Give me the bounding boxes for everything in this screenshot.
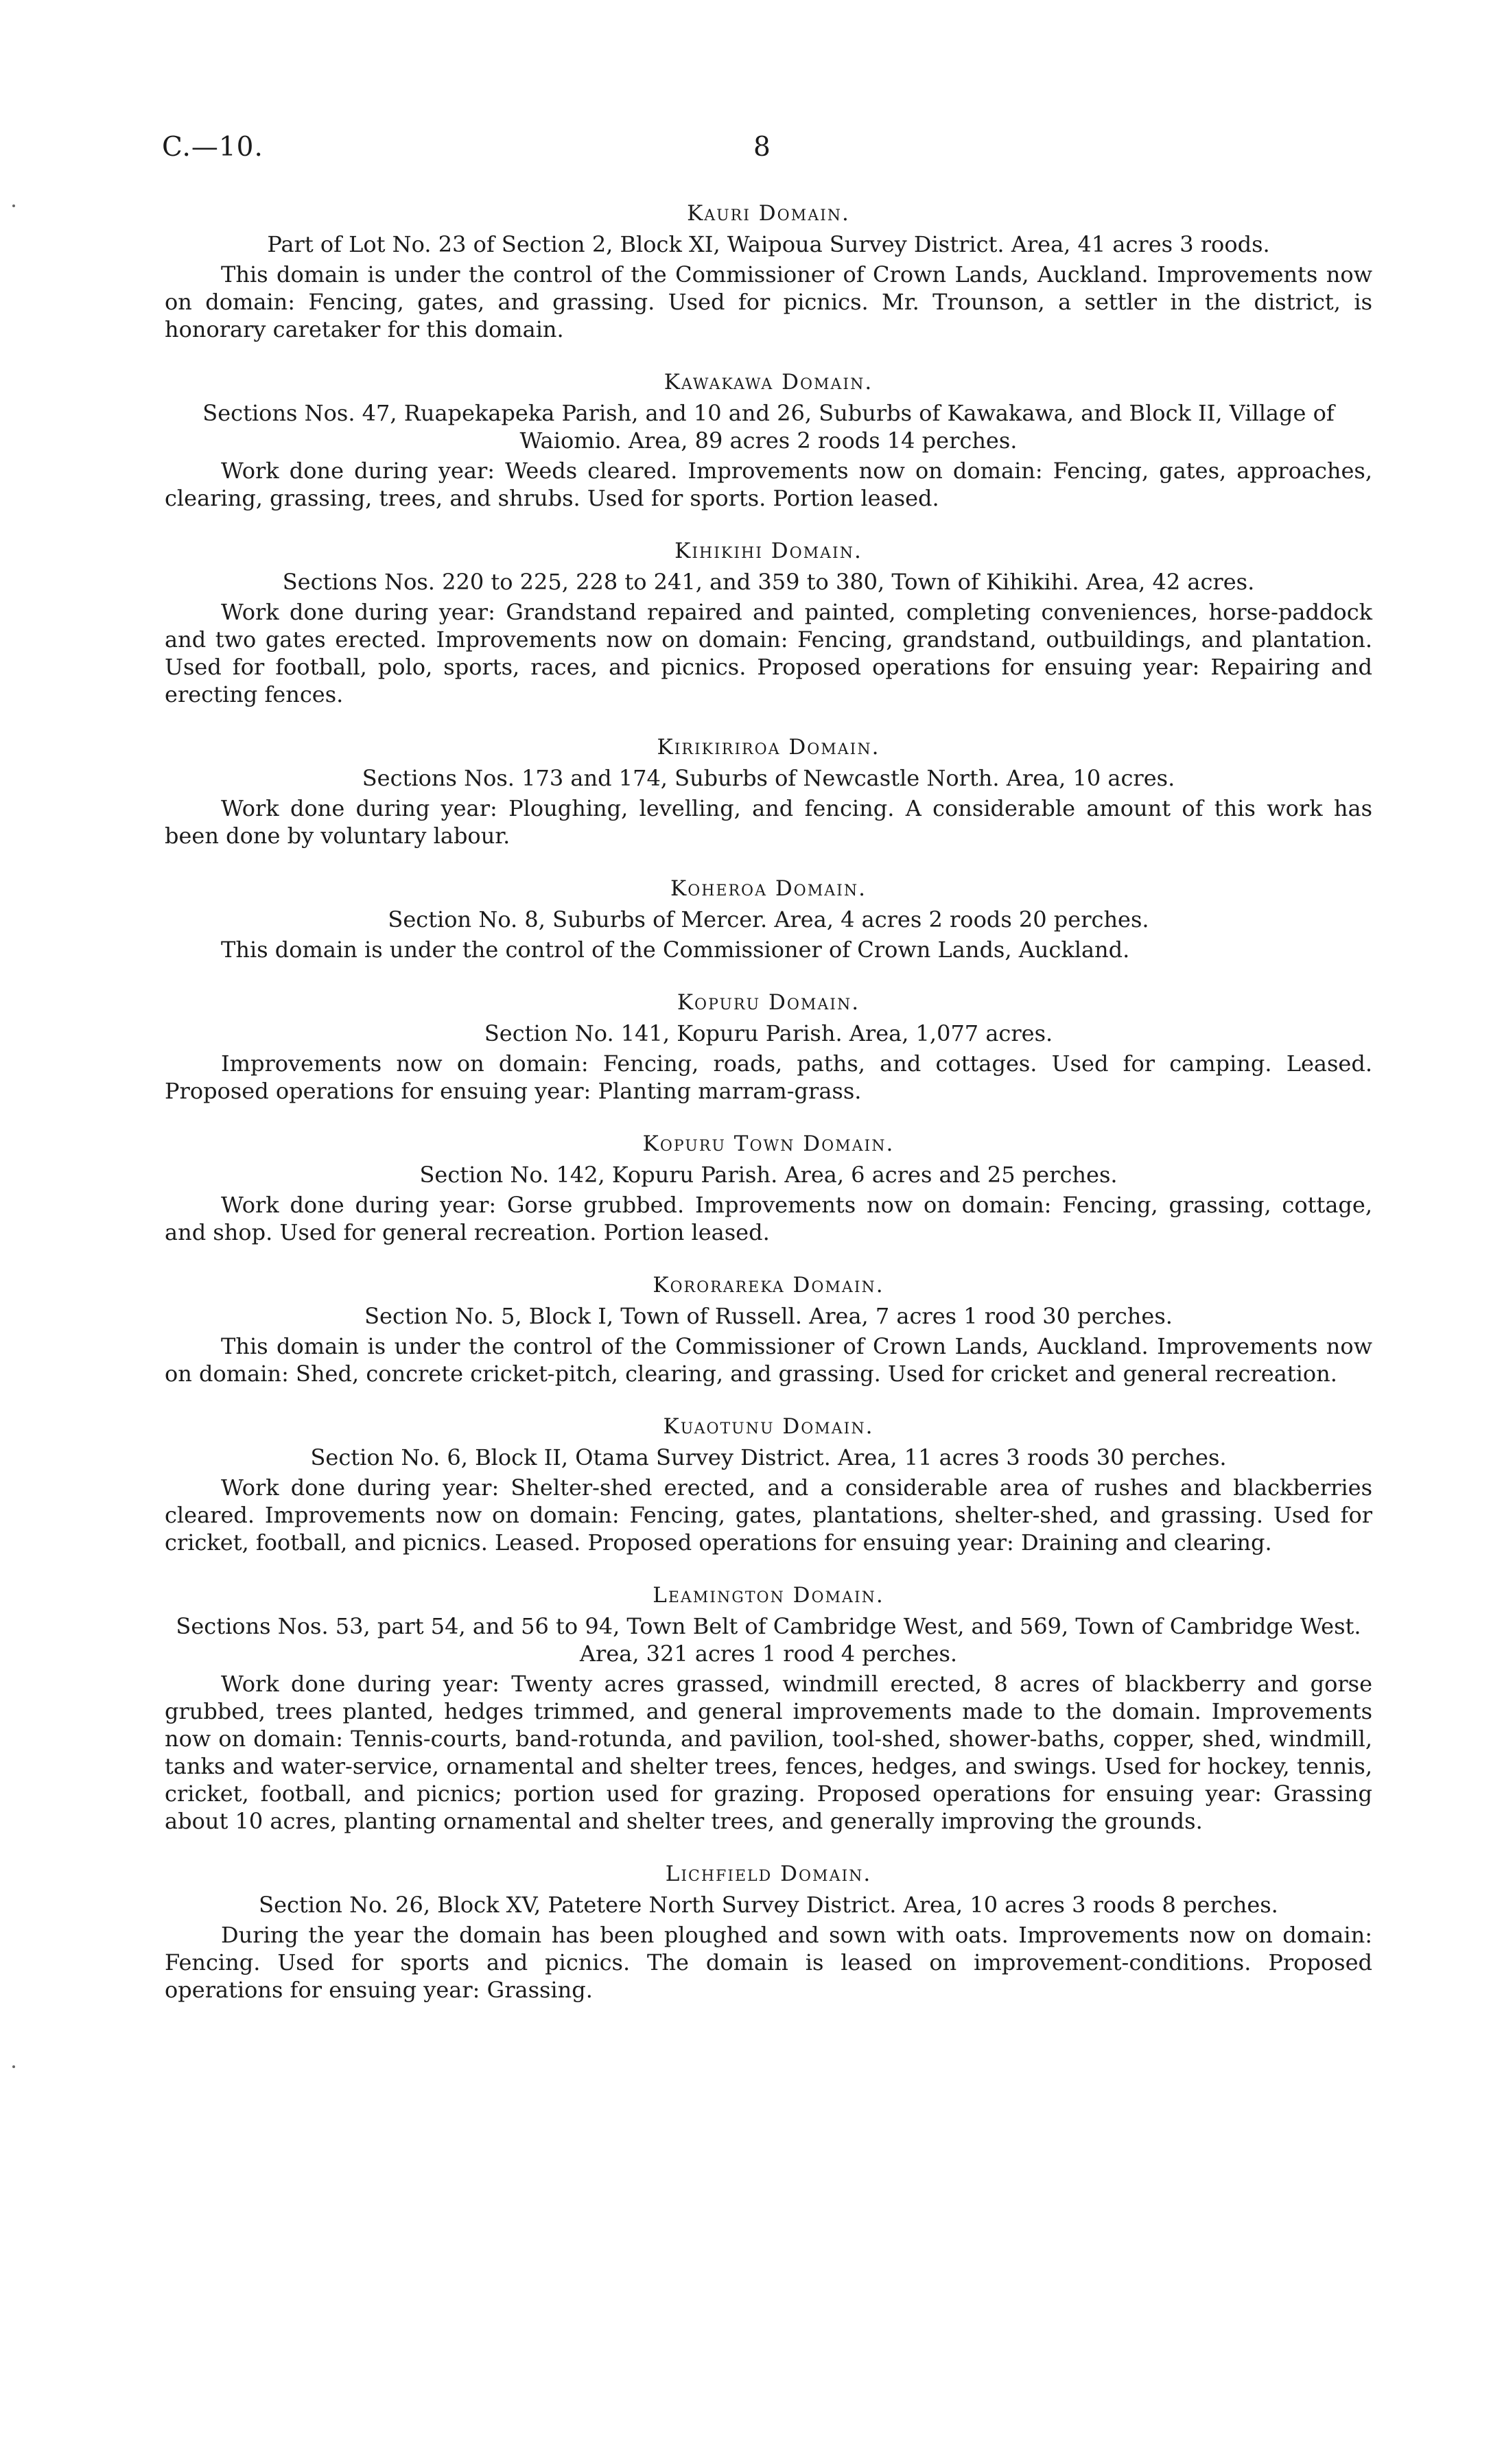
domain-entry-kauri [165, 200, 1372, 343]
page-header [162, 132, 1370, 173]
domain-entry-kirikiriroa [165, 734, 1372, 849]
domain-title: Koheroa Domain. [670, 876, 867, 901]
document-reference: C.—10. [162, 132, 263, 163]
page-number: 8 [753, 132, 771, 163]
domain-body: This domain is under the control of the Commissioner of Crown Lands, Auckland. Improvements now on domain: Fencing, gates, and grassing. Used for picnics. Mr. Trounson, a settler in the district, is honorary caretaker for this domain. [165, 261, 1372, 342]
domain-summary: Section No. 142, Kopuru Parish. Area, 6 acres and 25 perches. [419, 1162, 1118, 1188]
domain-title: Kihikihi Domain. [674, 539, 862, 563]
domain-body: Improvements now on domain: Fencing, roads, paths, and cottages. Used for camping. Leased. Proposed operations for ensuing year: Planting marram-grass. [165, 1051, 1372, 1104]
domain-body: Work done during year: Grandstand repaired and painted, completing conveniences, horse-paddock and two gates erected. Improvements now on domain: Fencing, grandstand, outbuildings, and plantation. Used for football, polo, sports, races, and picnics. Proposed operations for ensuing year: Repairing and erecting fences. [165, 599, 1372, 707]
domain-title: Kopuru Town Domain. [642, 1131, 895, 1156]
domain-summary: Section No. 5, Block I, Town of Russell. Area, 7 acres 1 rood 30 perches. [364, 1303, 1173, 1329]
domain-title: Kuaotunu Domain. [663, 1414, 874, 1439]
domain-title: Kawakawa Domain. [664, 370, 873, 395]
domain-summary: Part of Lot No. 23 of Section 2, Block XI, Waipoua Survey District. Area, 41 acres 3 roods. [267, 231, 1270, 257]
domain-body: Work done during year: Shelter-shed erected, and a considerable area of rushes and blackberries cleared. Improvements now on domain: Fencing, gates, plantations, shelter-shed, and grassing. Used for cricket, football, and picnics. Leased. Proposed operations for ensuing year: Draining and clearing. [165, 1475, 1372, 1556]
domain-summary: Sections Nos. 220 to 225, 228 to 241, and 359 to 380, Town of Kihikihi. Area, 42 acres. [282, 569, 1255, 595]
scan-speck [12, 2065, 15, 2068]
domain-title: Kopuru Domain. [677, 990, 860, 1015]
domain-entry-leamington [165, 1582, 1372, 1835]
domain-title: Kororareka Domain. [653, 1273, 884, 1298]
domain-summary: Section No. 26, Block XV, Patetere North Survey District. Area, 10 acres 3 roods 8 perches. [259, 1892, 1278, 1918]
domain-body: This domain is under the control of the Commissioner of Crown Lands, Auckland. [221, 937, 1130, 963]
domain-body: Work done during year: Twenty acres grassed, windmill erected, 8 acres of blackberry and gorse grubbed, trees planted, hedges trimmed, and general improvements made to the domain. Improvements now on domain: Tennis-courts, band-rotunda, and pavilion, tool-shed, shower-baths, copper, shed, windmill, tanks and water-service, ornamental and shelter trees, fences, hedges, and swings. Used for hockey, tennis, cricket, football, and picnics; portion used for grazing. Proposed operations for ensuing year: Grassing about 10 acres, planting ornamental and shelter trees, and generally improving the grounds. [165, 1671, 1372, 1834]
domain-body: Work done during year: Weeds cleared. Improvements now on domain: Fencing, gates, approaches, clearing, grassing, trees, and shrubs. Used for sports. Portion leased. [165, 458, 1372, 511]
domain-summary: Sections Nos. 47, Ruapekapeka Parish, and 10 and 26, Suburbs of Kawakawa, and Block II, Village of Waiomio. Area, 89 acres 2 roods 14 perches. [202, 400, 1335, 454]
domain-summary: Sections Nos. 53, part 54, and 56 to 94, Town Belt of Cambridge West, and 569, Town of Cambridge West. Area, 321 acres 1 rood 4 perches. [176, 1613, 1361, 1667]
domain-entry-kawakawa [165, 369, 1372, 512]
domain-entry-lichfield [165, 1861, 1372, 2004]
domain-summary: Section No. 141, Kopuru Parish. Area, 1,077 acres. [484, 1020, 1053, 1046]
domain-title: Kauri Domain. [687, 201, 850, 226]
domain-body: Work done during year: Ploughing, levelling, and fencing. A considerable amount of this work has been done by voluntary labour. [165, 795, 1372, 849]
domain-title: Lichfield Domain. [665, 1862, 872, 1886]
domain-title: Kirikiriroa Domain. [657, 735, 880, 760]
domain-body: Work done during year: Gorse grubbed. Improvements now on domain: Fencing, grassing, cottage, and shop. Used for general recreation. Portion leased. [165, 1192, 1372, 1245]
domain-summary: Section No. 8, Suburbs of Mercer. Area, 4 acres 2 roods 20 perches. [388, 906, 1149, 932]
domain-summary: Section No. 6, Block II, Otama Survey District. Area, 11 acres 3 roods 30 perches. [310, 1444, 1227, 1470]
domain-entry-kororareka [165, 1272, 1372, 1387]
domain-list [165, 200, 1372, 2004]
domain-body: During the year the domain has been ploughed and sown with oats. Improvements now on domain: Fencing. Used for sports and picnics. The domain is leased on improvement-conditions. Proposed operations for ensuing year: Grassing. [165, 1922, 1372, 2003]
domain-entry-kihikihi [165, 538, 1372, 708]
domain-summary: Sections Nos. 173 and 174, Suburbs of Newcastle North. Area, 10 acres. [362, 765, 1175, 791]
domain-entry-kopuru [165, 989, 1372, 1105]
domain-body: This domain is under the control of the Commissioner of Crown Lands, Auckland. Improvements now on domain: Shed, concrete cricket-pitch, clearing, and grassing. Used for cricket and general recreation. [165, 1333, 1372, 1387]
domain-entry-koheroa [165, 876, 1372, 963]
domain-entry-kopuru-town [165, 1131, 1372, 1246]
domain-entry-kuaotunu [165, 1413, 1372, 1556]
domain-title: Leamington Domain. [653, 1583, 884, 1608]
scan-speck [12, 204, 15, 207]
